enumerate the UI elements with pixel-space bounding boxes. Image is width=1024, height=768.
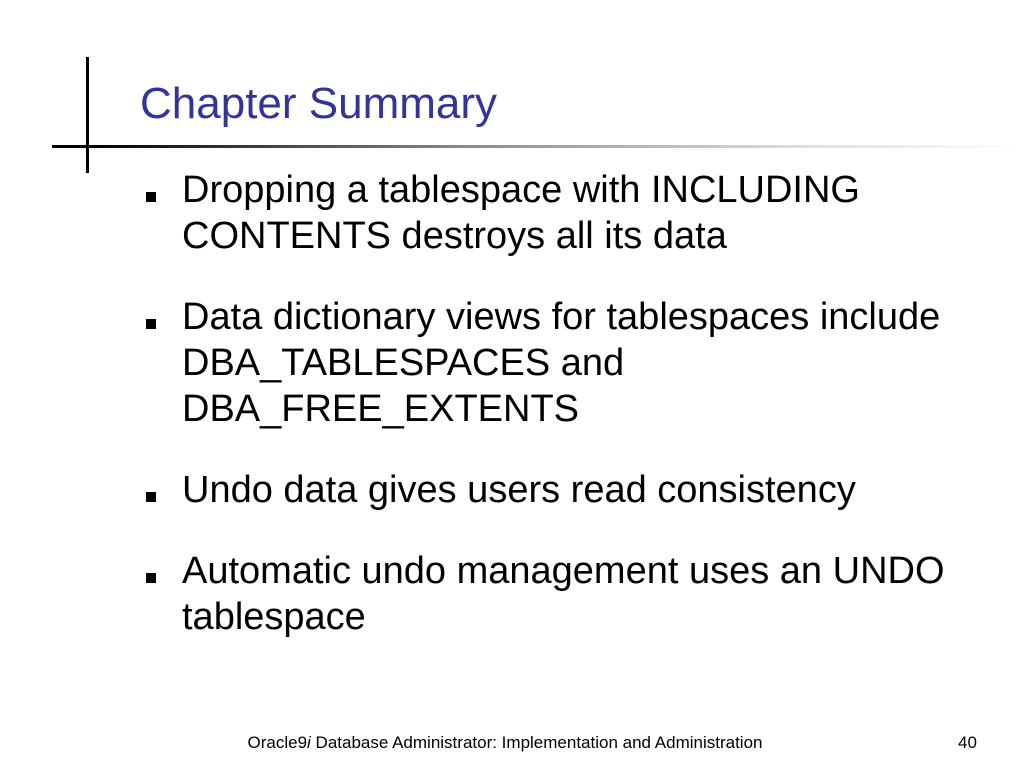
slide-title: Chapter Summary [140, 79, 498, 128]
footer-course-name: Database Administrator: Implementation and Administration [310, 733, 763, 752]
page-number: 40 [958, 733, 977, 752]
bullet-item [140, 467, 1010, 513]
footer-product-name: Oracle9 [247, 733, 308, 752]
square-bullet-icon [146, 573, 156, 583]
bullet-list [140, 167, 1010, 675]
bullet-item [140, 167, 1010, 259]
title-underline-gradient [90, 145, 1024, 148]
bullet-item [140, 294, 1010, 432]
bullet-text: Automatic undo management uses an UNDO tablespace [182, 550, 945, 638]
bullet-text: Undo data gives users read consistency [182, 469, 856, 511]
bullet-text: Data dictionary views for tablespaces include DBA_TABLESPACES and DBA_FREE_EXTENTS [182, 296, 941, 430]
decorative-vertical-line [86, 57, 89, 173]
decorative-horizontal-line [52, 145, 90, 148]
bullet-text: Dropping a tablespace with INCLUDING CONTENTS destroys all its data [182, 169, 860, 257]
bullet-item [140, 548, 1010, 640]
square-bullet-icon [146, 319, 156, 329]
footer-course-title [0, 732, 1010, 754]
square-bullet-icon [146, 192, 156, 202]
footer-product-suffix: i [307, 733, 311, 752]
square-bullet-icon [146, 492, 156, 502]
